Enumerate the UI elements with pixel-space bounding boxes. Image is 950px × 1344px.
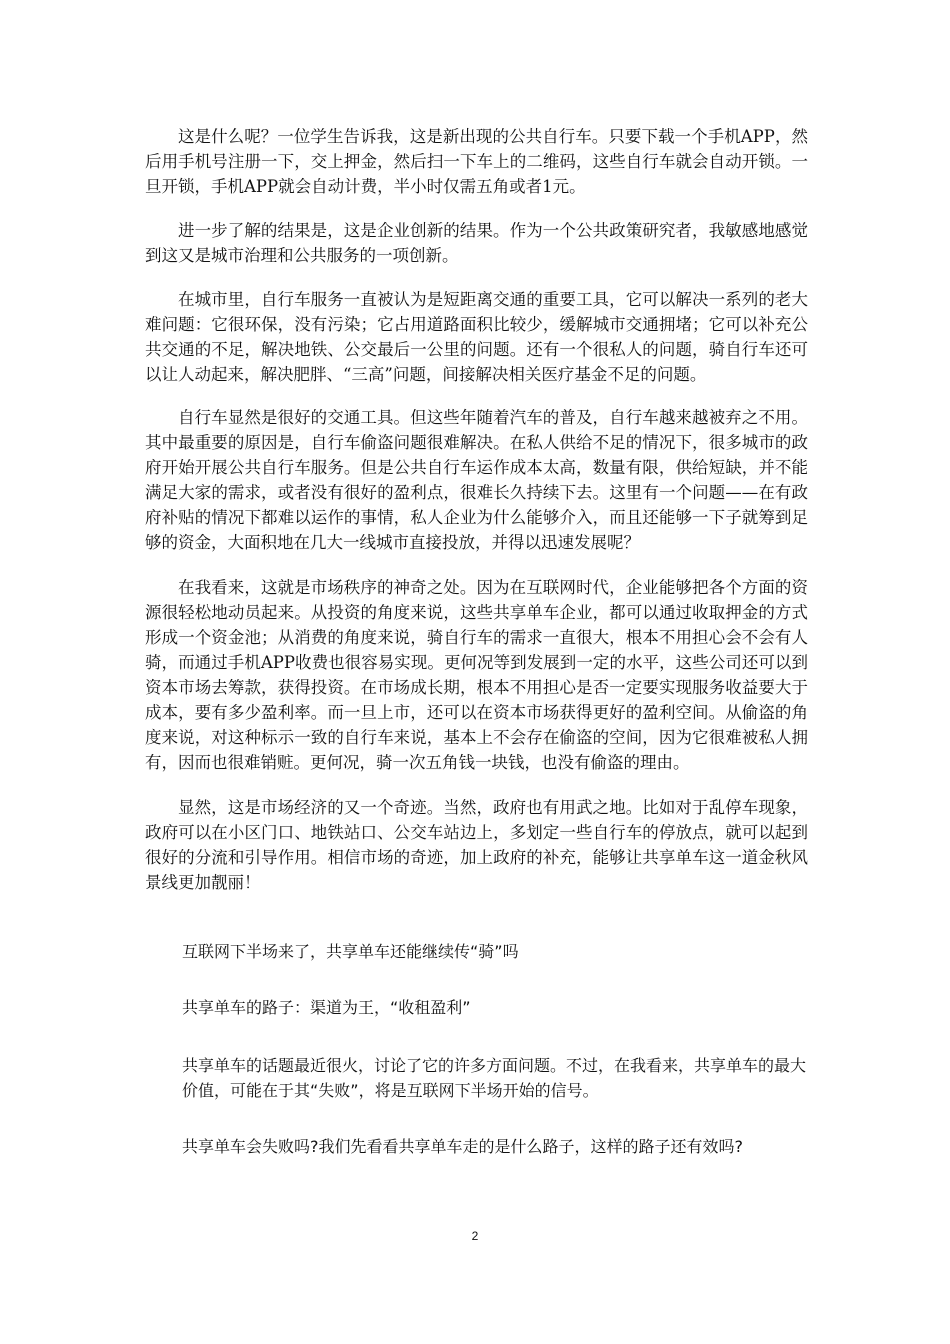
body-paragraph: 共享单车会失败吗?我们先看看共享单车走的是什么路子，这样的路子还有效吗? <box>182 1137 743 1156</box>
section-heading: 互联网下半场来了，共享单车还能继续传“骑”吗 <box>182 942 519 961</box>
body-paragraph: 显然，这是市场经济的又一个奇迹。当然，政府也有用武之地。比如对于乱停车现象，政府可以在小区门口、地铁站口、公交车站边上，多划定一些自行车的停放点，就可以起到很好的分流和引导作用。相信市场的奇迹，加上政府的补充，能够让共享单车这一道金秋风景线更加靓丽！ <box>145 798 808 892</box>
page-number: 2 <box>471 1229 479 1243</box>
body-paragraph: 自行车显然是很好的交通工具。但这些年随着汽车的普及，自行车越来越被弃之不用。其中最重要的原因是，自行车偷盗问题很难解决。在私人供给不足的情况下，很多城市的政府开始开展公共自行车服务。但是公共自行车运作成本太高，数量有限，供给短缺，并不能满足大家的需求，或者没有很好的盈利点，很难长久持续下去。这里有一个问题——在有政府补贴的情况下都难以运作的事情，私人企业为什么能够介入，而且还能够一下子就筹到足够的资金，大面积地在几大一线城市直接投放，并得以迅速发展呢？ <box>145 408 808 552</box>
section-heading: 共享单车的路子：渠道为王，“收租盈利” <box>182 998 471 1017</box>
body-paragraph: 这是什么呢？一位学生告诉我，这是新出现的公共自行车。只要下载一个手机APP，然后用手机号注册一下，交上押金，然后扫一下车上的二维码，这些自行车就会自动开锁。一旦开锁，手机APP就会自动计费，半小时仅需五角或者1元。 <box>145 127 808 196</box>
body-paragraph: 在城市里，自行车服务一直被认为是短距离交通的重要工具，它可以解决一系列的老大难问题：它很环保，没有污染；它占用道路面积比较少，缓解城市交通拥堵；它可以补充公共交通的不足，解决地铁、公交最后一公里的问题。还有一个很私人的问题，骑自行车还可以让人动起来，解决肥胖、“三高”问题，间接解决相关医疗基金不足的问题。 <box>145 290 808 384</box>
body-paragraph: 进一步了解的结果是，这是企业创新的结果。作为一个公共政策研究者，我敏感地感觉到这又是城市治理和公共服务的一项创新。 <box>145 221 808 265</box>
body-paragraph: 在我看来，这就是市场秩序的神奇之处。因为在互联网时代，企业能够把各个方面的资源很轻松地动员起来。从投资的角度来说，这些共享单车企业，都可以通过收取押金的方式形成一个资金池；从消费的角度来说，骑自行车的需求一直很大，根本不用担心会不会有人骑，而通过手机APP收费也很容易实现。更何况等到发展到一定的水平，这些公司还可以到资本市场去筹款，获得投资。在市场成长期，根本不用担心是否一定要实现服务收益要大于成本，要有多少盈利率。而一旦上市，还可以在资本市场获得更好的盈利空间。从偷盗的角度来说，对这种标示一致的自行车来说，基本上不会存在偷盗的空间，因为它很难被私人拥有，因而也很难销赃。更何况，骑一次五角钱一块钱，也没有偷盗的理由。 <box>145 578 808 772</box>
body-paragraph: 共享单车的话题最近很火，讨论了它的许多方面问题。不过，在我看来，共享单车的最大价值，可能在于其“失败”，将是互联网下半场开始的信号。 <box>182 1056 807 1100</box>
